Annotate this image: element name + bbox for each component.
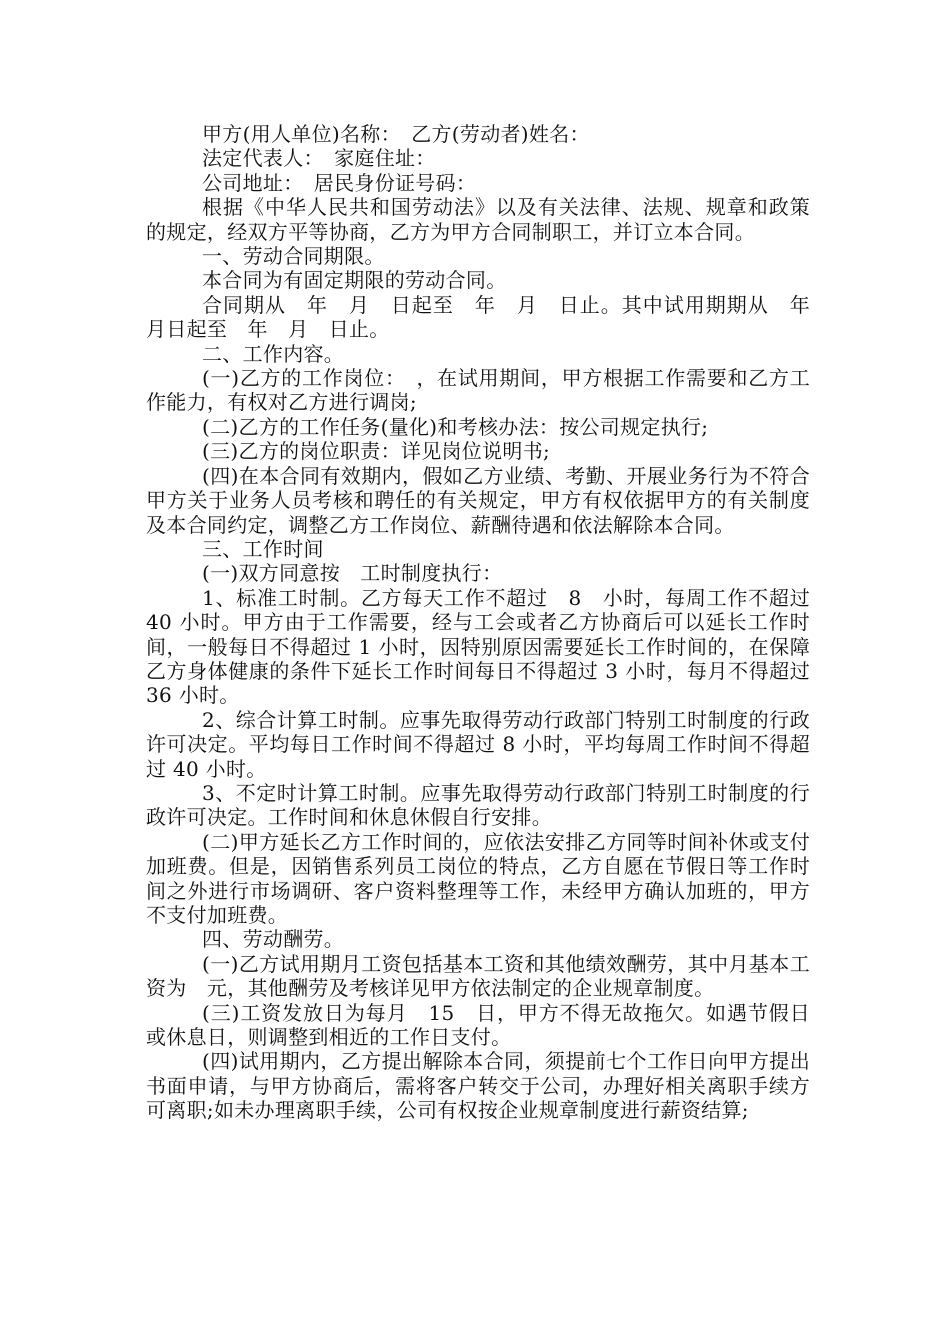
clause-paragraph: 3、不定时计算工时制。应事先取得劳动行政部门特别工时制度的行政许可决定。工作时间和休息休假自行安排。 xyxy=(146,780,810,830)
clause-paragraph: (一)双方同意按 工时制度执行： xyxy=(202,561,503,586)
clause-paragraph: (一)乙方的工作岗位： ，在试用期间，甲方根据工作需要和乙方工作能力，有权对乙方进行调岗; xyxy=(146,366,810,415)
body-paragraph: 合同期从 年 月 日起至 年 月 日止。其中试用期期从 年 月日起至 年 月 日止。 xyxy=(146,292,831,342)
section-heading-term: 一、劳动合同期限。 xyxy=(202,244,385,269)
company-address-line: 公司地址： 居民身份证号码： xyxy=(202,170,477,195)
party-a-name-line: 甲方(用人单位)名称： 乙方(劳动者)姓名： xyxy=(202,122,590,146)
clause-paragraph: (一)乙方试用期月工资包括基本工资和其他绩效酬劳，其中月基本工资为 元，其他酬劳及考核详见甲方依法制定的企业规章制度。 xyxy=(146,951,810,1001)
clause-paragraph: (三)工资发放日为每月 15 日，甲方不得无故拖欠。如遇节假日或休息日，则调整到相近的工作日支付。 xyxy=(146,1000,810,1050)
section-heading-working-hours: 三、工作时间 xyxy=(202,536,324,561)
section-heading-work-content: 二、工作内容。 xyxy=(202,341,345,366)
body-paragraph: 本合同为有固定期限的劳动合同。 xyxy=(202,268,507,293)
section-heading-remuneration: 四、劳动酬劳。 xyxy=(202,927,345,952)
clause-paragraph: (二)甲方延长乙方工作时间的，应依法安排乙方同等时间补休或支付加班费。但是，因销售系列员工岗位的特点，乙方自愿在节假日等工作时间之外进行市场调研、客户资料整理等工作，未经甲方确认加班的，甲方不支付加班费。 xyxy=(146,829,810,927)
clause-paragraph: (四)试用期内，乙方提出解除本合同，须提前七个工作日向甲方提出书面申请，与甲方协商后，需将客户转交于公司，办理好相关离职手续方可离职;如未办理离职手续，公司有权按企业规章制度进行薪资结算; xyxy=(146,1049,810,1123)
clause-paragraph: 2、综合计算工时制。应事先取得劳动行政部门特别工时制度的行政许可决定。平均每日工作时间不得超过 8 小时，平均每周工作时间不得超过 40 小时。 xyxy=(146,707,810,781)
contract-body xyxy=(146,122,831,1123)
clause-paragraph: (四)在本合同有效期内，假如乙方业绩、考勤、开展业务行为不符合甲方关于业务人员考核和聘任的有关规定，甲方有权依据甲方的有关制度及本合同约定，调整乙方工作岗位、薪酬待遇和依法解除本合同。 xyxy=(146,463,810,537)
clause-paragraph: 1、标准工时制。乙方每天工作不超过 8 小时，每周工作不超过 40 小时。甲方由于工作需要，经与工会或者乙方协商后可以延长工作时间，一般每日不得超过 1 小时，因特别原因需要延长工作时间的，在保障乙方身体健康的条件下延长工作时间每日不得超过 3 小时，每月不得超过 36 小时。 xyxy=(146,585,831,708)
clause-paragraph: (三)乙方的岗位职责：详见岗位说明书; xyxy=(202,439,551,464)
preamble-paragraph: 根据《中华人民共和国劳动法》以及有关法律、法规、规章和政策的规定，经双方平等协商，乙方为甲方合同制职工，并订立本合同。 xyxy=(146,195,810,244)
legal-representative-line: 法定代表人： 家庭住址： xyxy=(202,146,436,171)
clause-paragraph: (二)乙方的工作任务(量化)和考核办法：按公司规定执行; xyxy=(202,414,709,439)
